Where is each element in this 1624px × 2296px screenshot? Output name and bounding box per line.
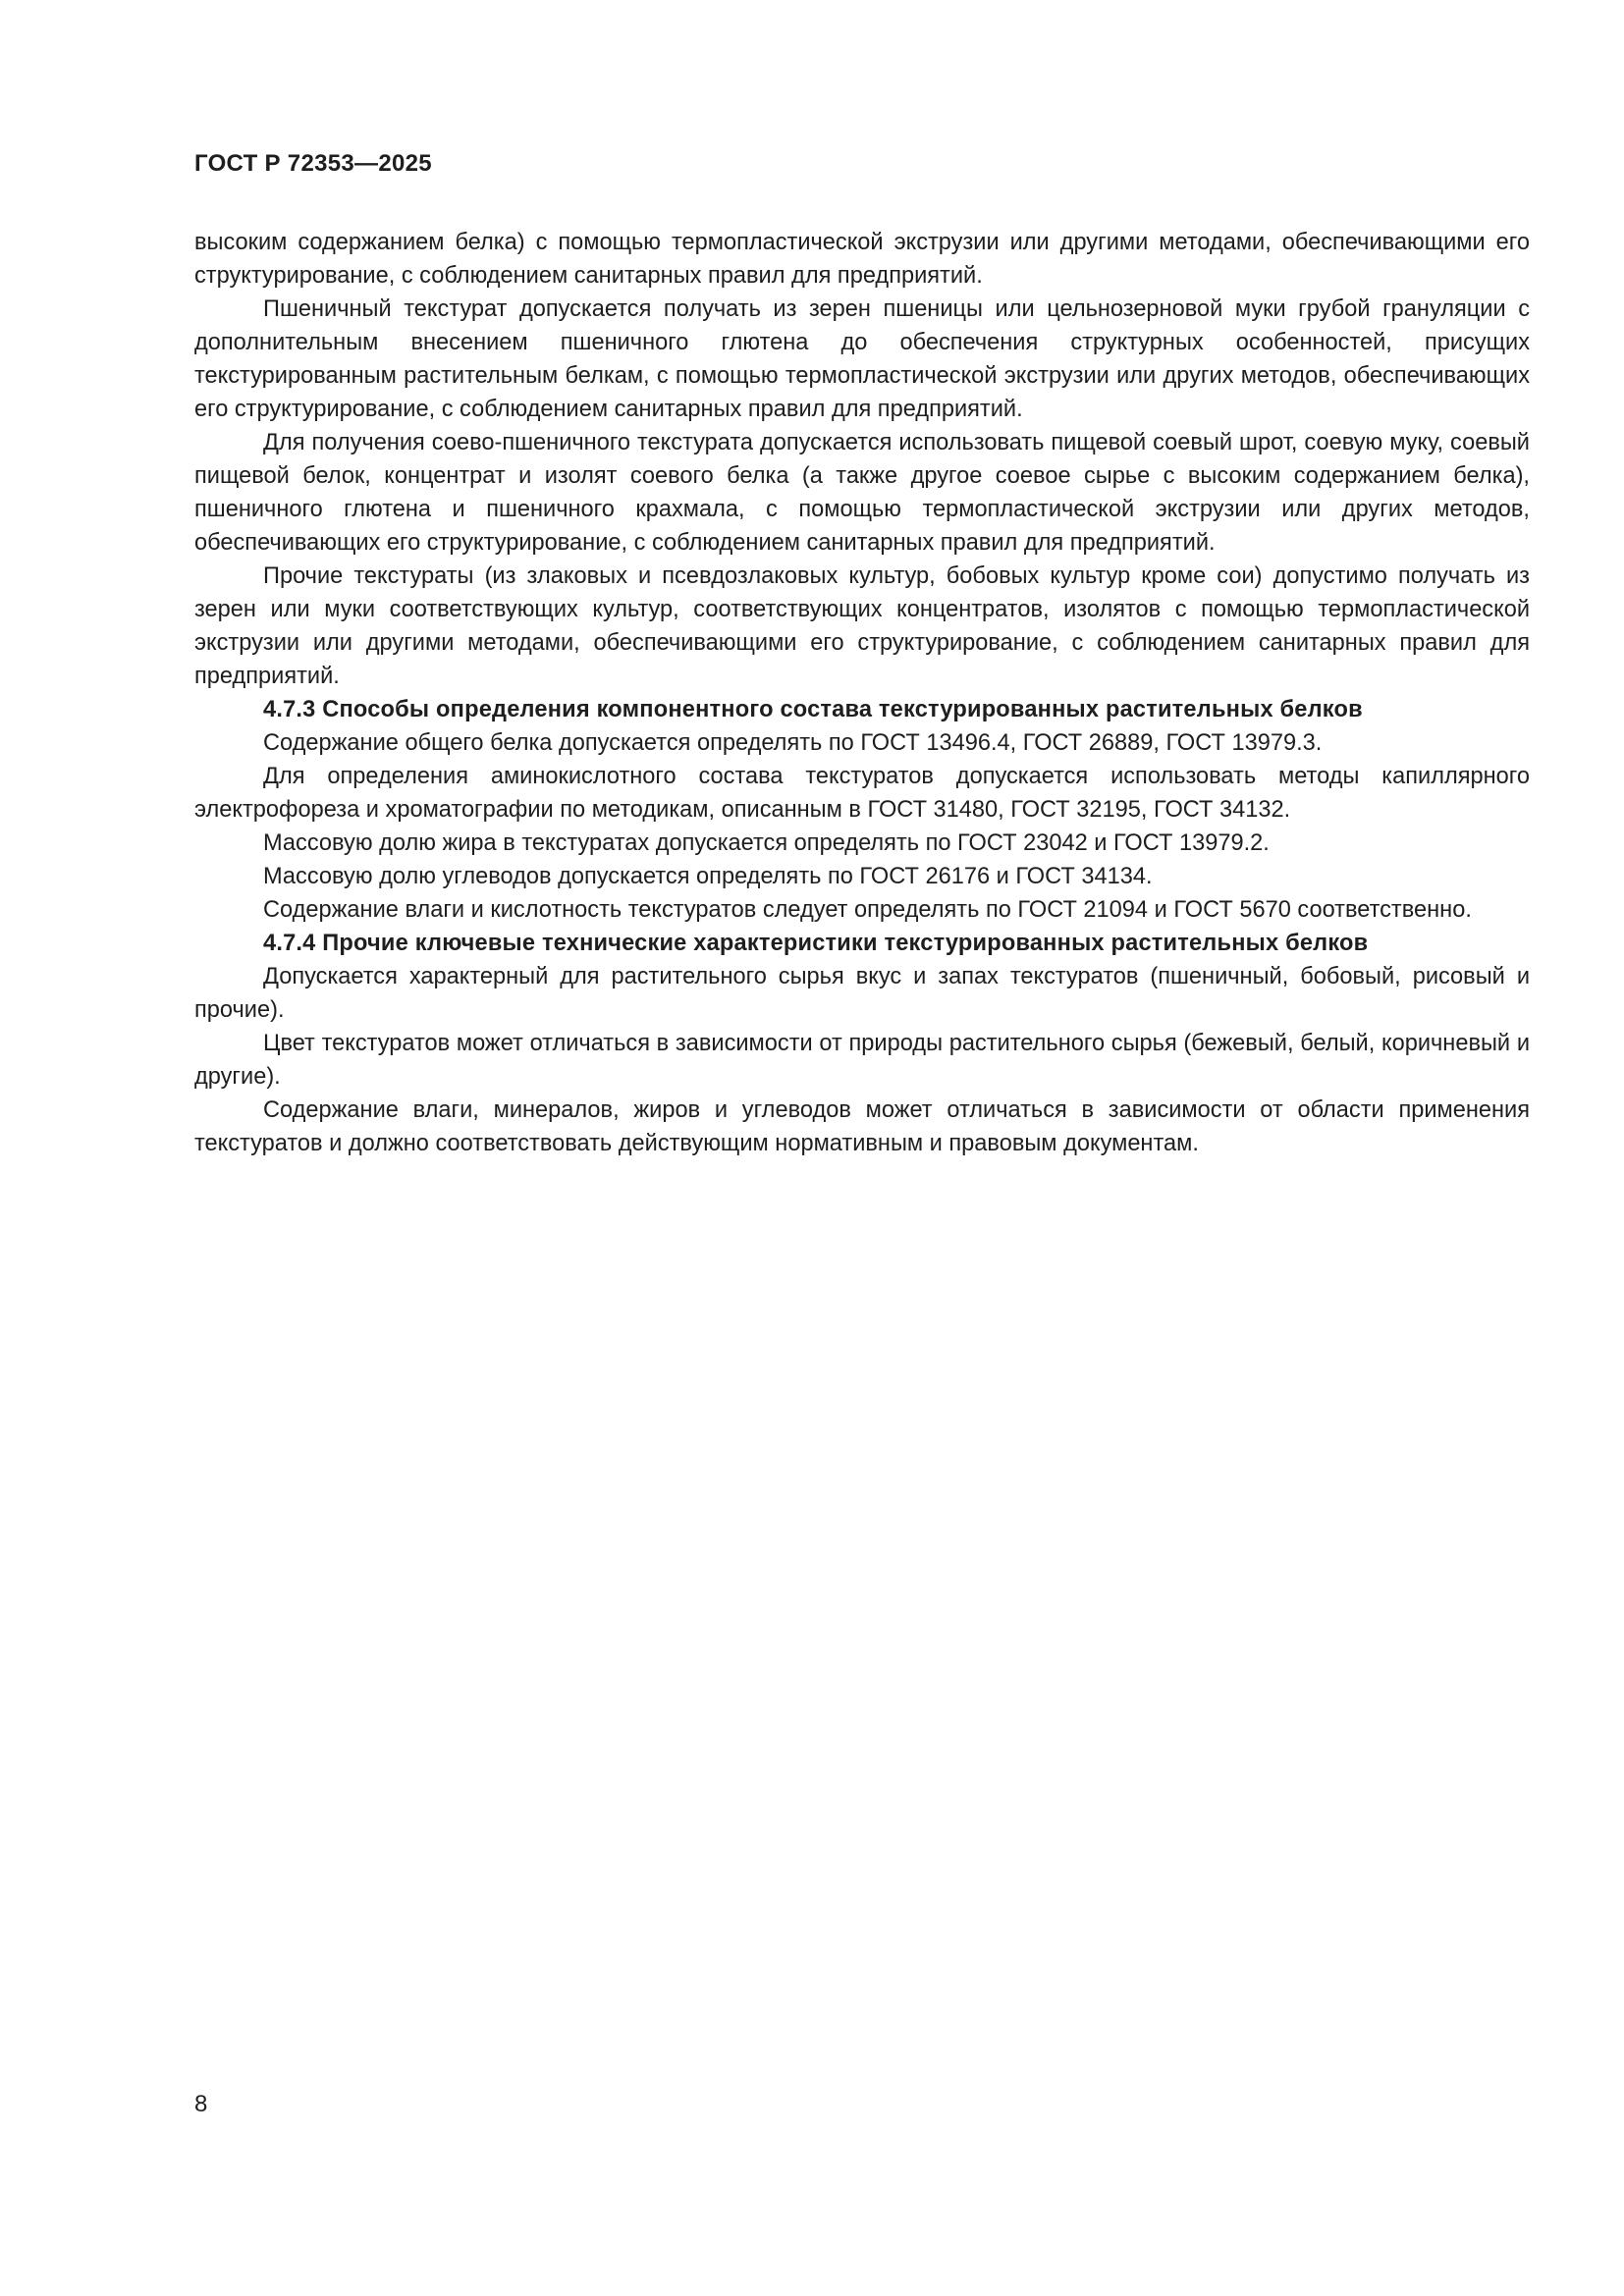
paragraph-color: Цвет текстуратов может отличаться в зависимости от природы растительного сырья (бежевый, белый, коричневый и другие). — [194, 1031, 1530, 1090]
section-heading-4-7-3: 4.7.3 Способы определения компонентного состава текстурированных растительных белков — [263, 697, 1363, 722]
paragraph-total-protein: Содержание общего белка допускается определять по ГОСТ 13496.4, ГОСТ 26889, ГОСТ 13979.3. — [263, 730, 1323, 756]
section-heading-4-7-4: 4.7.4 Прочие ключевые технические характеристики текстурированных растительных белков — [263, 931, 1369, 956]
paragraph-continuation: высоким содержанием белка) с помощью термопластической экструзии или другими методами, обеспечивающими его структурирование, с соблюдением санитарных правил для предприятий. — [194, 230, 1530, 289]
paragraph-moisture-acidity: Содержание влаги и кислотность текстуратов следует определять по ГОСТ 21094 и ГОСТ 5670 соответственно. — [263, 897, 1472, 923]
document-header-standard-code: ГОСТ Р 72353—2025 — [194, 150, 432, 177]
paragraph-amino-acid: Для определения аминокислотного состава текстуратов допускается использовать методы капиллярного электрофореза и хроматографии по методикам, описанным в ГОСТ 31480, ГОСТ 32195, ГОСТ 34132. — [194, 764, 1530, 823]
paragraph-composition: Содержание влаги, минералов, жиров и углеводов может отличаться в зависимости от области применения текстуратов и должно соответствовать действующим нормативным и правовым документам. — [194, 1097, 1530, 1156]
paragraph-soy-wheat-texturate: Для получения соево-пшеничного текстурата допускается использовать пищевой соевый шрот, соевую муку, соевый пищевой белок, концентрат и изолят соевого белка (а также другое соевое сырье с высоким содержанием белка), пшеничного глютена и пшеничного крахмала, с помощью термопластической экструзии или других методов, обеспечивающих его структурирование, с соблюдением санитарных правил для предприятий. — [194, 430, 1530, 556]
paragraph-taste-smell: Допускается характерный для растительного сырья вкус и запах текстуратов (пшеничный, бобовый, рисовый и прочие). — [194, 964, 1530, 1023]
paragraph-other-texturates: Прочие текстураты (из злаковых и псевдозлаковых культур, бобовых культур кроме сои) допустимо получать из зерен или муки соответствующих культур, соответствующих концентратов, изолятов с помощью термопластической экструзии или другими методами, обеспечивающими его структурирование, с соблюдением санитарных правил для предприятий. — [194, 563, 1530, 689]
paragraph-fat: Массовую долю жира в текстуратах допускается определять по ГОСТ 23042 и ГОСТ 13979.2. — [263, 830, 1270, 856]
document-body — [194, 226, 1530, 1160]
page-number: 8 — [194, 2091, 208, 2117]
paragraph-wheat-texturate: Пшеничный текстурат допускается получать из зерен пшеницы или цельнозерновой муки грубой грануляции с дополнительным внесением пшеничного глютена до обеспечения структурных особенностей, присущих текстурированным растительным белкам, с помощью термопластической экструзии или других методов, обеспечивающих его структурирование, с соблюдением санитарных правил для предприятий. — [194, 296, 1530, 422]
paragraph-carbohydrates: Массовую долю углеводов допускается определять по ГОСТ 26176 и ГОСТ 34134. — [263, 864, 1153, 889]
